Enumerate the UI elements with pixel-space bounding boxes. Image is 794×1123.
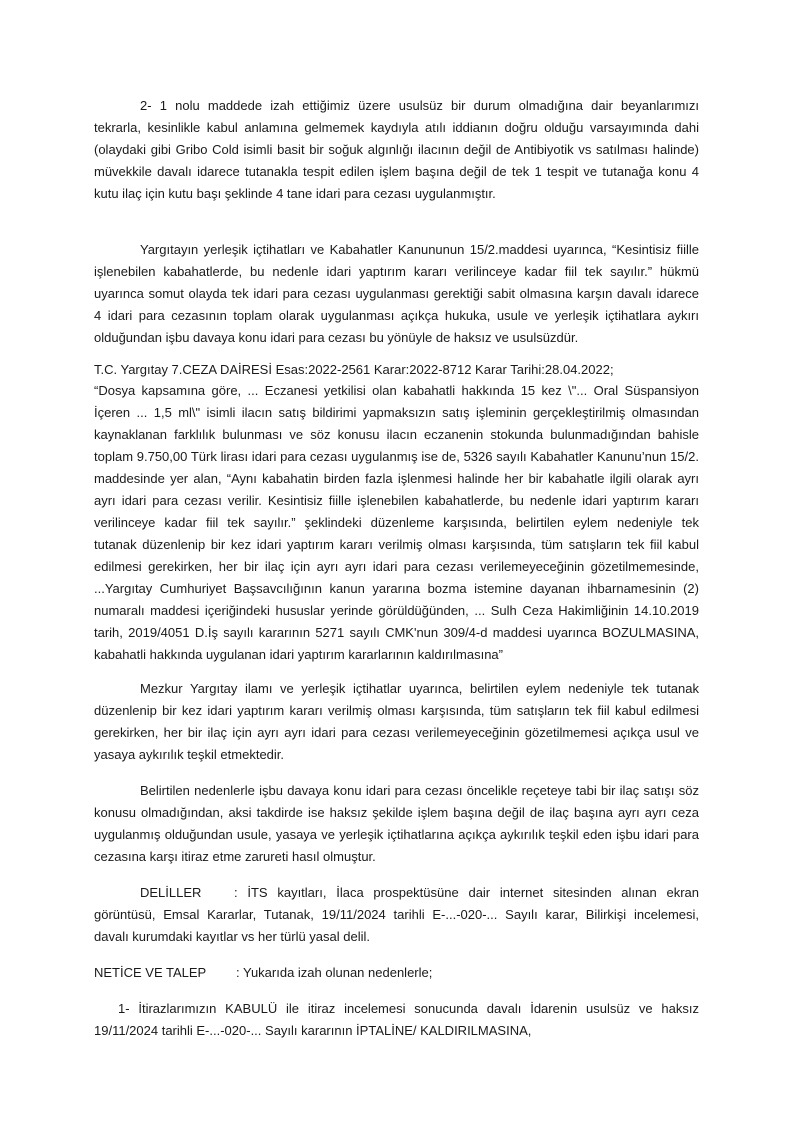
paragraph-line: kabahatli hakkında uygulanan idari yaptırım kararlarının kaldırılmasına” [94, 647, 503, 662]
conclusion-label: NETİCE VE TALEP [94, 965, 207, 980]
paragraph-line: “Dosya kapsamına göre, ... Eczanesi yetkilisi olan kabahatli hakkında 15 kez \"... Oral Süspansiyon [94, 383, 699, 398]
paragraph-line: 2- 1 nolu maddede izah ettiğimiz üzere usulsüz bir durum olmadığına dair beyanlarımızı [140, 98, 699, 113]
paragraph-line: olduğundan işbu davaya konu idari para cezası bu yönüyle de haksız ve usulsüzdür. [94, 330, 579, 345]
conclusion-text: : Yukarıda izah olunan nedenlerle; [236, 965, 433, 980]
paragraph-line: Yargıtayın yerleşik içtihatları ve Kabahatler Kanununun 15/2.maddesi uyarınca, “Kesintisiz fiille [140, 242, 699, 257]
paragraph-line: kaynaklanan farklılık bulunması ve söz konusu ilacın eczanenin stokunda bulunmadığından bahisle [94, 427, 699, 442]
paragraph-line: tutanak düzenlenip bir kez idari yaptırım kararı verilmiş olması karşısında, tüm satışların tek fiil kabul [94, 537, 699, 552]
paragraph-line: yasaya aykırılık teşkil etmektedir. [94, 747, 285, 762]
paragraph-line: 4 idari para cezasının toplam olarak uygulanması açıkça hukuka, usule ve yerleşik içtihatlara aykırı [94, 308, 699, 323]
paragraph-line: kutu ilaç için kutu başı şeklinde 4 tane idari para cezası uygulanmıştır. [94, 186, 496, 201]
paragraph-line: 1- İtirazlarımızın KABULÜ ile itiraz incelemesi sonucunda davalı İdarenin usulsüz ve haksız [118, 1001, 699, 1016]
paragraph-line: ...Yargıtay Cumhuriyet Başsavcılığının kanun yararına bozma istemine dayanan ihbarnamesinin (2) [94, 581, 699, 596]
paragraph-line: düzenlenip bir kez idari yaptırım kararı verilmiş olması karşısında, tüm satışların tek fiil kabul edilmesi [94, 703, 699, 718]
evidence-first-line: : İTS kayıtları, İlaca prospektüsüne dair internet sitesinden alınan ekran [234, 885, 699, 900]
paragraph-line: müvekkile davalı idarece tutanakla tespit edilen işlem başına değil de tek 1 tespit ve tutanağa konu 4 [94, 164, 699, 179]
paragraph-line: uyarınca somut olayda tek idari para cezası uygulanması gerektiği sabit olmasına karşın davalı idarece [94, 286, 699, 301]
paragraph-line: edilmesi gerekirken, her bir ilaç için ayrı ayrı idari para cezası verilemeyeceğinin gözetilmemesinde, [94, 559, 699, 574]
paragraph-line: uygulanmış olduğundan usule, yasaya ve yerleşik içtihatlarına açıkça aykırılık teşkil eden işbu idari para [94, 827, 699, 842]
paragraph-line: verilinceye kadar fiil tek sayılır.” şeklindeki düzenleme karşısında, belirtilen eylem nedeniyle tek [94, 515, 699, 530]
paragraph-line: gerekirken, her bir ilaç için ayrı ayrı idari para cezası verilemeyeceğinin gözetilmemesi açıkça usul ve [94, 725, 699, 740]
paragraph-line: (olaydaki gibi Gribo Cold isimli basit bir soğuk algınlığı ilacının değil de Antibiyotik vs satılması halinde) [94, 142, 699, 157]
paragraph-line: ayrı idari para cezası verilir. Kesintisiz fiille işlenebilen kabahatlerde, bu nedenle idari yaptırım kararı [94, 493, 699, 508]
paragraph-line: maddesinde yer alan, “Aynı kabahatin birden fazla işlenmesi halinde her bir kabahatle ilgili olarak ayrı [94, 471, 699, 486]
paragraph-line: Belirtilen nedenlerle işbu davaya konu idari para cezası öncelikle reçeteye tabi bir ilaç satışı söz [140, 783, 699, 798]
paragraph-line: tarih, 2019/4051 D.İş sayılı kararının 5271 sayılı CMK'nun 309/4-d maddesi uyarınca BOZULMASINA, [94, 625, 699, 640]
paragraph-line: Mezkur Yargıtay ilamı ve yerleşik içtihatlar uyarınca, belirtilen eylem nedeniyle tek tutanak [140, 681, 699, 696]
paragraph-line: 19/11/2024 tarihli E-...-020-... Sayılı kararının İPTALİNE/ KALDIRILMASINA, [94, 1023, 532, 1038]
decision-header: T.C. Yargıtay 7.CEZA DAİRESİ Esas:2022-2561 Karar:2022-8712 Karar Tarihi:28.04.2022; [94, 362, 614, 377]
paragraph-line: davalı kurumdaki kayıtlar vs her türlü yasal delil. [94, 929, 371, 944]
paragraph-line: görüntüsü, Emsal Kararlar, Tutanak, 19/11/2024 tarihli E-...-020-... Sayılı karar, Bilirkişi incelemesi, [94, 907, 699, 922]
paragraph-line: tekrarla, kesinlikle kabul anlamına gelmemek kaydıyla atılı iddianın doğru olduğu varsayımında dahi [94, 120, 699, 135]
paragraph-line: numaralı maddesi içeriğindeki hususlar yerinde görüldüğünden, ... Sulh Ceza Hakimliğinin 14.10.2019 [94, 603, 699, 618]
paragraph-line: toplam 9.750,00 Türk lirası idari para cezası uygulanmış ise de, 5326 sayılı Kabahatler Kanunu’nun 15/2. [94, 449, 699, 464]
paragraph-line: konusu olmadığından, aksi takdirde ise haksız şekilde işlem başına değil de ilaç başına ayrı ayrı ceza [94, 805, 699, 820]
paragraph-line: İçeren ... 1,5 ml\" isimli ilacın satış bildirimi yapmaksızın satış işleminin gerçekleştirilmiş olmasından [94, 405, 699, 420]
paragraph-line: işlenebilen kabahatlerde, bu nedenle idari yaptırım kararı verilinceye kadar fiil tek sayılır.” hükmü [94, 264, 699, 279]
paragraph-line: cezasına karşı itiraz etme zarureti hasıl olmuştur. [94, 849, 376, 864]
evidence-label: DELİLLER [140, 885, 202, 900]
